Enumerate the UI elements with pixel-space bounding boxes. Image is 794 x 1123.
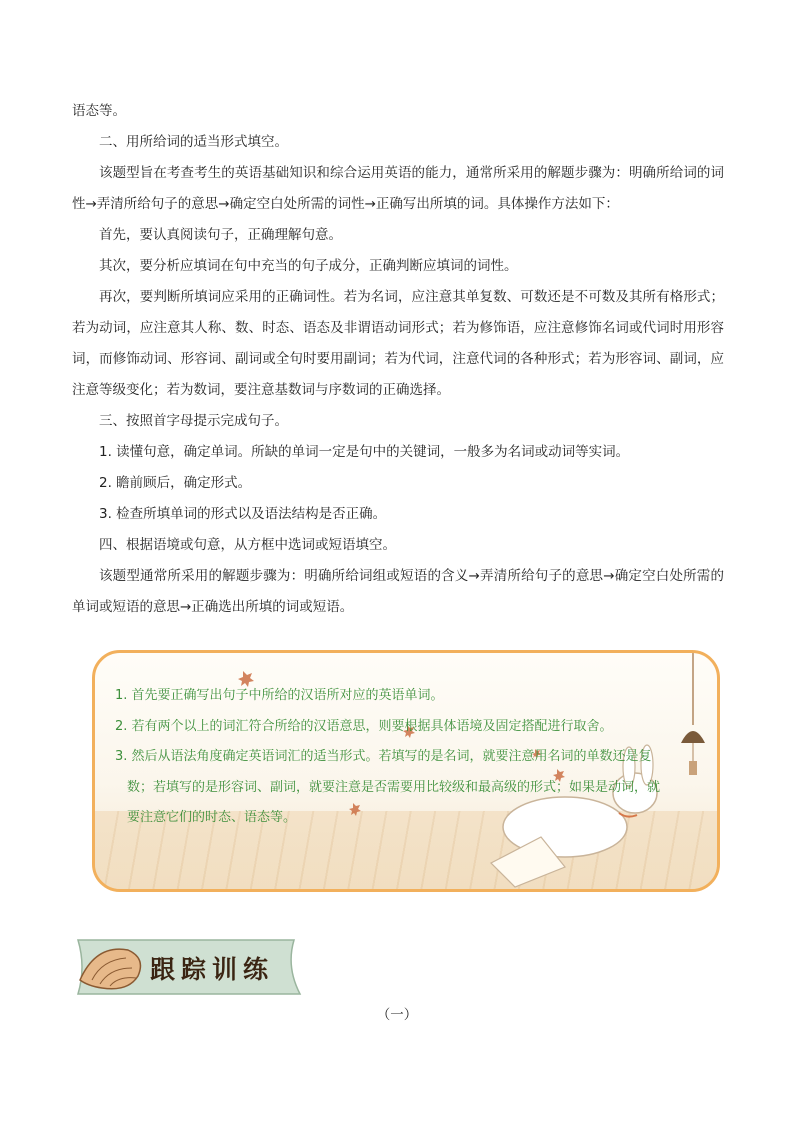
tip-item-1: 1. 首先要正确写出句子中所给的汉语所对应的英语单词。: [115, 688, 444, 703]
section-heading-4: 四、根据语境或句意，从方框中选词或短语填空。: [99, 537, 396, 553]
tip-item-3: 3. 然后从语法角度确定英语词汇的适当形式。若填写的是名词，就要注意用名词的单数还是复: [115, 749, 652, 764]
section-heading-3: 三、按照首字母提示完成句子。: [99, 413, 288, 429]
tips-text: [115, 681, 705, 834]
tip-item-2: 2. 若有两个以上的词汇符合所给的汉语意思，则要根据具体语境及固定搭配进行取舍。: [115, 718, 613, 734]
paragraph-step-third: 再次，要判断所填词应采用的正确词性。若为名词，应注意其单复数、可数还是不可数及其所有格形式；若为动词，应注意其人称、数、时态、语态及非谓语动词形式；若为修饰语，应注意修饰名词或代词时用形容词，而修饰动词、形容词、副词或全句时要用副词；若为代词，注意代词的各种形式；若为形容词、副词，应注意等级变化；若为数词，要注意基数词与序数词的正确选择。: [72, 289, 724, 398]
paragraph-method-4: 该题型通常所采用的解题步骤为：明确所给词组或短语的含义→弄清所给句子的意思→确定空白处所需的单词或短语的意思→正确选出所填的词或短语。: [72, 568, 724, 615]
list-item: 2. 瞻前顾后，确定形式。: [99, 475, 252, 491]
section-banner: [72, 936, 304, 998]
tip-item-3-line-3: 要注意它们的时态、语态等。: [127, 810, 297, 825]
section-heading-2: 二、用所给词的适当形式填空。: [99, 134, 288, 150]
list-item: 3. 检查所填单词的形式以及语法结构是否正确。: [99, 506, 387, 522]
list-item: 1. 读懂句意，确定单词。所缺的单词一定是句中的关键词，一般多为名词或动词等实词。: [99, 444, 630, 460]
tips-box: [92, 650, 720, 892]
banner-title: 跟踪训练: [150, 955, 275, 984]
paragraph-continuation: 语态等。: [72, 103, 126, 119]
paragraph-method-2: 该题型旨在考查考生的英语基础知识和综合运用英语的能力，通常所采用的解题步骤为：明确所给词的词性→弄清所给句子的意思→确定空白处所需的词性→正确写出所填的词。具体操作方法如下：: [72, 165, 724, 212]
paragraph-step-second: 其次，要分析应填词在句中充当的句子成分，正确判断应填词的词性。: [99, 258, 518, 274]
exercise-subheading: （一）: [376, 1007, 418, 1023]
body-text: [72, 96, 724, 623]
paragraph-step-first: 首先，要认真阅读句子，正确理解句意。: [99, 227, 342, 243]
tip-item-3-line-2: 数；若填写的是形容词、副词，就要注意是否需要用比较级和最高级的形式；如果是动词，就: [127, 779, 661, 795]
